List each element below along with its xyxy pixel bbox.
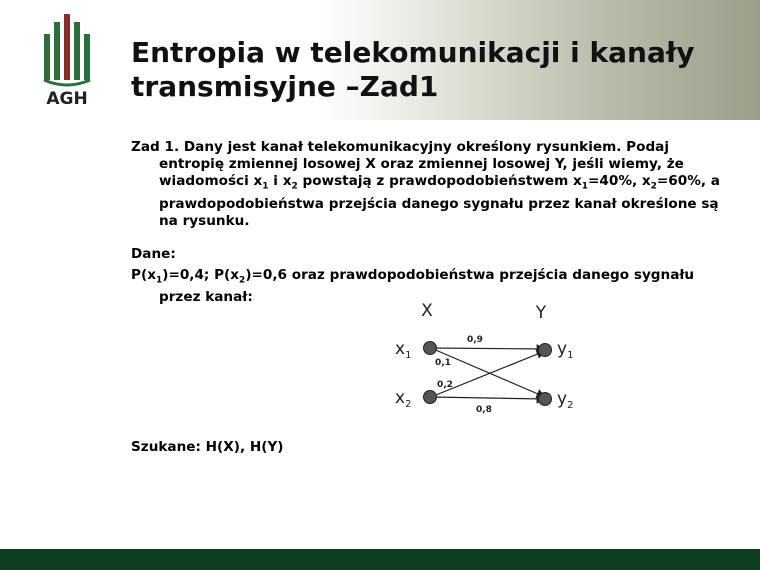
node-x1 [424,342,437,355]
title-line-2: transmisyjne –Zad1 [131,70,439,103]
node-x2-label: $x_2$ [395,388,412,410]
edge-x1-y1 [431,348,545,349]
edge-x2-y2 [431,397,545,399]
node-y2-label: $y_2$ [557,389,574,411]
dane-line: $P(x_1)=0,4$; $P(x_2)=0,6$ oraz prawdopodobieństwa przejścia danego sygnału przez kanał: [131,266,695,306]
channel-diagram [385,296,585,422]
task-paragraph: Zad 1. Dany jest kanał telekomunikacyjny określony rysunkiem. Podaj entropię zmiennej losowej X oraz zmiennej losowej Y, jeśli wiemy, że wiadomości $x_1$ i $x_2$ powstają z prawdopodobieństwem $x_1=40\%$, $x_2=60\%$, a prawdopodobieństwa przejścia danego sygnału przez kanał określone są na rysunku. [131,139,720,229]
prob-x1-y2: 0,1 [435,358,451,368]
label-Y: Y [535,303,547,323]
slide-title [131,36,741,104]
prob-x1-y1: 0,9 [467,335,483,345]
prob-x2-y1: 0,2 [437,380,453,390]
prob-x2-y2: 0,8 [476,405,492,415]
label-X: X [421,301,433,321]
logo-text: AGH [46,89,88,107]
dane-heading: Dane: [131,245,176,262]
node-x1-label: $x_1$ [395,339,412,361]
node-y1-label: $y_1$ [557,339,574,361]
szukane-line: Szukane: H(X), H(Y) [131,439,284,455]
agh-logo [40,12,100,107]
node-y1 [539,344,552,357]
slide-header [0,0,760,120]
footer-bar [0,549,760,570]
slide-content [131,139,731,306]
title-line-1: Entropia w telekomunikacji i kanały [131,36,695,69]
node-x2 [424,391,437,404]
node-y2 [539,393,552,406]
